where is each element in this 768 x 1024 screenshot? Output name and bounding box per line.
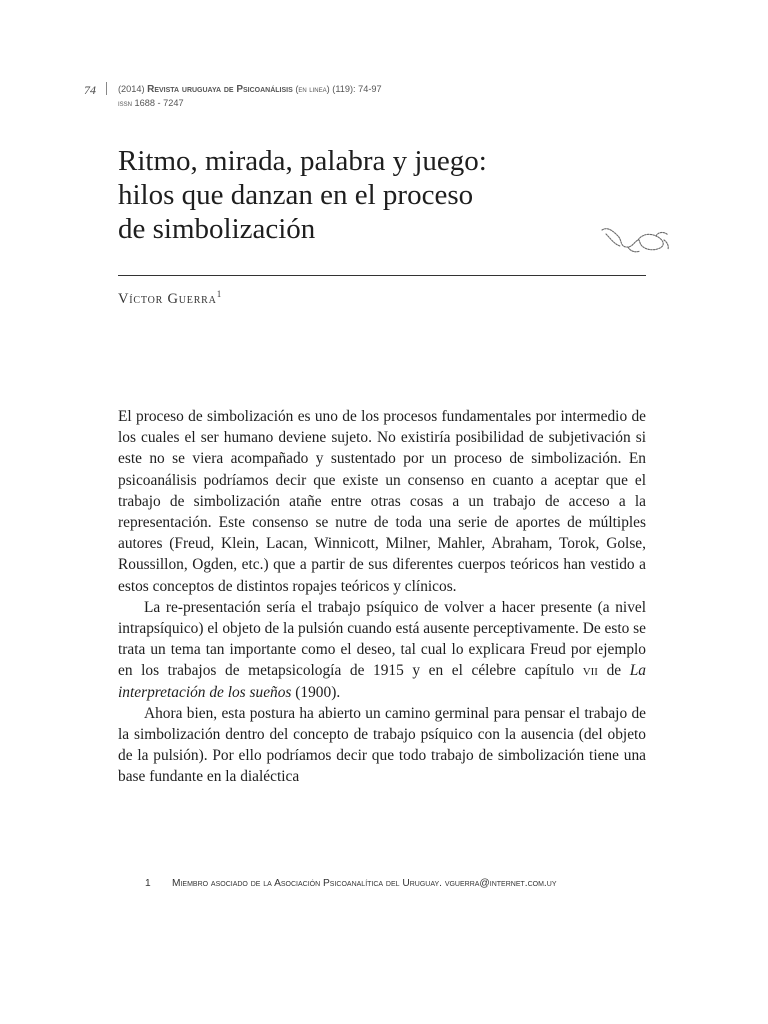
article-body [118,406,646,788]
author-text: Víctor Guerra [118,290,217,307]
issn-line: issn 1688 - 7247 [118,97,184,108]
title-line: de simbolización [118,213,316,245]
journal-logo-icon [600,220,672,256]
body-paragraph: El proceso de simbolización es uno de los procesos fundamentales por intermedio de los cuales el ser humano deviene sujeto. No existiría posibilidad de subjetivación si este no se viera acompañado y sustentado por un proceso de simbolización. En psicoanálisis podríamos decir que existe un consenso en cuanto a aceptar que el trabajo de simbolización atañe entre otras cosas a un trabajo de acceso a la representación. Este consenso se nutre de toda una serie de aportes de múltiples autores (Freud, Klein, Lacan, Winnicott, Milner, Mahler, Abraham, Torok, Golse, Roussillon, Ogden, etc.) que a partir de sus diferentes cuerpos teóricos han vestido a estos conceptos de distintos ropajes teóricos y clínicos. [118,408,646,595]
title-line: hilos que danzan en el proceso [118,179,474,211]
page-number: 74 [84,83,96,97]
citation-line [118,83,382,97]
citation-edition: (en linea) [295,84,330,94]
title-divider [118,275,646,276]
citation-issue: (119): 74-97 [332,84,382,94]
title-line: Ritmo, mirada, palabra y juego: [118,145,487,177]
body-paragraph: Ahora bien, esta postura ha abierto un camino germinal para pensar el trabajo de la simbolización dentro del concepto de trabajo psíquico con la ausencia (del objeto de la pulsión). Por ello podríamos decir que todo trabajo de simbolización tiene una base fundante en la dialéctica [118,704,646,786]
paragraph-text: La re-presentación sería el trabajo psíquico de volver a hacer presente (a nivel intrapsíquico) el objeto de la pulsión cuando está ausente perceptivamente. De esto se trata un tema tan importante como el deseo, tal cual lo explicara Freud por ejemplo en los trabajos de metapsicología de 1915 y en el célebre capítulo [118,598,646,680]
chapter-roman: vii [582,662,598,680]
footnote [145,878,557,889]
body-paragraph [118,597,646,703]
author-name [118,289,221,308]
citation-year: (2014) [118,84,145,94]
author-footnote-ref: 1 [216,289,222,299]
footnote-text: Miembro asociado de la Asociación Psicoanalítica del Uruguay. vguerra@internet.com.uy [172,878,557,889]
journal-name: Revista uruguaya de Psicoanálisis [147,84,293,95]
paragraph-text: de [606,662,622,680]
header-divider [106,82,107,95]
paragraph-text: (1900). [295,683,341,701]
journal-citation [118,83,382,109]
footnote-number: 1 [145,878,151,889]
book-title: La interpretación de los sueños [118,662,646,701]
article-title [118,144,487,246]
